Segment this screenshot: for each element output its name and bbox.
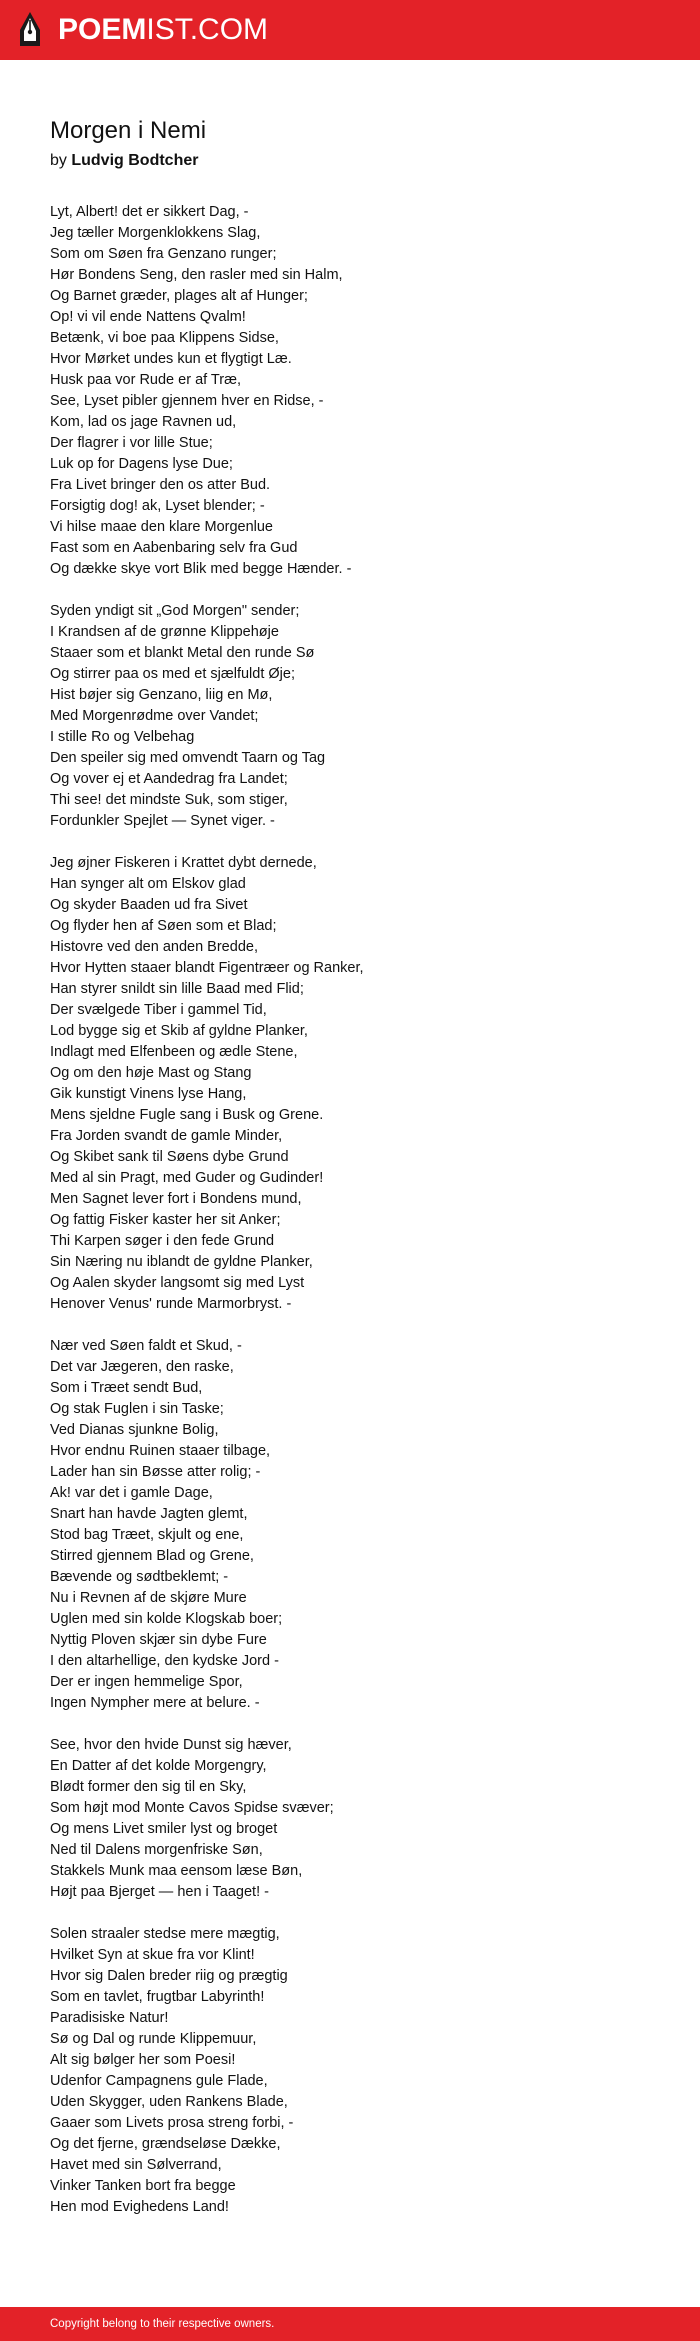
poem-line: Med al sin Pragt, med Guder og Gudinder!: [50, 1170, 324, 1186]
poem-line: Hvor Hytten staaer blandt Figentræer og Ranker,: [50, 960, 364, 976]
poem-line: Nu i Revnen af de skjøre Mure: [50, 1590, 247, 1606]
poem-line: Og flyder hen af Søen som et Blad;: [50, 918, 277, 934]
poem-line: Lader han sin Bøsse atter rolig; -: [50, 1464, 261, 1480]
poem-line: Thi Karpen søger i den fede Grund: [50, 1233, 275, 1249]
poem-line: Der er ingen hemmelige Spor,: [50, 1674, 243, 1690]
poem-line: Nyttig Ploven skjær sin dybe Fure: [50, 1632, 267, 1648]
poem-line: Han synger alt om Elskov glad: [50, 876, 246, 892]
poem-line: Og fattig Fisker kaster her sit Anker;: [50, 1212, 281, 1228]
poem-line: Stod bag Træet, skjult og ene,: [50, 1527, 244, 1543]
poem-line: I stille Ro og Velbehag: [50, 729, 195, 745]
poem-line: Stirred gjennem Blad og Grene,: [50, 1548, 254, 1564]
poem-line: See, Lyset pibler gjennem hver en Ridse, -: [50, 393, 324, 409]
poem-line: Ved Dianas sjunkne Bolig,: [50, 1422, 219, 1438]
poem-line: Vi hilse maae den klare Morgenlue: [50, 519, 274, 535]
poem-line: Ingen Nympher mere at belure. -: [50, 1695, 260, 1711]
poem-stanza: [50, 1924, 670, 2218]
poem-line: Gaaer som Livets prosa streng forbi, -: [50, 2115, 294, 2131]
poem-line: Husk paa vor Rude er af Træ,: [50, 372, 241, 388]
site-footer: [0, 2307, 700, 2341]
poem-line: Op! vi vil ende Nattens Qvalm!: [50, 309, 246, 325]
byline: [50, 150, 670, 172]
site-logo[interactable]: [16, 10, 268, 50]
poem-line: Lod bygge sig et Skib af gyldne Planker,: [50, 1023, 308, 1039]
poem-title: Morgen i Nemi: [50, 117, 207, 144]
poem-line: Der flagrer i vor lille Stue;: [50, 435, 213, 451]
poem-line: Staaer som et blankt Metal den runde Sø: [50, 645, 315, 661]
poem-line: Og mens Livet smiler lyst og broget: [50, 1821, 278, 1837]
poem-line: Hvilket Syn at skue fra vor Klint!: [50, 1947, 255, 1963]
poem-line: Og Aalen skyder langsomt sig med Lyst: [50, 1275, 305, 1291]
poem-line: Fra Livet bringer den os atter Bud.: [50, 477, 271, 493]
poem-line: En Datter af det kolde Morgengry,: [50, 1758, 267, 1774]
logo-text: [58, 10, 268, 50]
poem-line: Lyt, Albert! det er sikkert Dag, -: [50, 204, 249, 220]
poem-line: Histovre ved den anden Bredde,: [50, 939, 258, 955]
poem-line: Alt sig bølger her som Poesi!: [50, 2052, 236, 2068]
poem-line: Hvor Mørket undes kun et flygtigt Læ.: [50, 351, 292, 367]
poem-line: Jeg øjner Fiskeren i Krattet dybt dernede,: [50, 855, 317, 871]
poem-line: Og stak Fuglen i sin Taske;: [50, 1401, 224, 1417]
poem-line: Udenfor Campagnens gule Flade,: [50, 2073, 268, 2089]
poem-line: Hvor endnu Ruinen staaer tilbage,: [50, 1443, 271, 1459]
poem-line: Og vover ej et Aandedrag fra Landet;: [50, 771, 288, 787]
poem-line: Forsigtig dog! ak, Lyset blender; -: [50, 498, 265, 514]
copyright-text: Copyright belong to their respective owners.: [50, 2318, 275, 2330]
poem-line: Han styrer snildt sin lille Baad med Flid;: [50, 981, 304, 997]
logo-text-light: IST.COM: [146, 13, 269, 46]
poem-line: Thi see! det mindste Suk, som stiger,: [50, 792, 288, 808]
poem-line: Sø og Dal og runde Klippemuur,: [50, 2031, 257, 2047]
poem-line: Som i Træet sendt Bud,: [50, 1380, 203, 1396]
poem-line: Som en tavlet, frugtbar Labyrinth!: [50, 1989, 265, 2005]
poem-line: Ned til Dalens morgenfriske Søn,: [50, 1842, 263, 1858]
poem-line: Uglen med sin kolde Klogskab boer;: [50, 1611, 283, 1627]
poem-stanza: [50, 1735, 670, 1903]
poem-line: Og det fjerne, grændseløse Dække,: [50, 2136, 281, 2152]
poem-line: Luk op for Dagens lyse Due;: [50, 456, 233, 472]
poem-stanza: [50, 1336, 670, 1714]
poem-stanza: [50, 601, 670, 832]
poem-line: Havet med sin Sølverrand,: [50, 2157, 222, 2173]
poem-line: Ak! var det i gamle Dage,: [50, 1485, 213, 1501]
poem-line: Men Sagnet lever fort i Bondens mund,: [50, 1191, 302, 1207]
poem-line: Betænk, vi boe paa Klippens Sidse,: [50, 330, 279, 346]
poem-line: Uden Skygger, uden Rankens Blade,: [50, 2094, 288, 2110]
poem-line: Det var Jægeren, den raske,: [50, 1359, 234, 1375]
poem-line: Snart han havde Jagten glemt,: [50, 1506, 248, 1522]
poem-line: Solen straaler stedse mere mægtig,: [50, 1926, 280, 1942]
poem-line: Og Barnet græder, plages alt af Hunger;: [50, 288, 308, 304]
poem-line: Sin Næring nu iblandt de gyldne Planker,: [50, 1254, 313, 1270]
poem-line: Som højt mod Monte Cavos Spidse svæver;: [50, 1800, 334, 1816]
by-label: by: [50, 152, 67, 169]
poem-line: Vinker Tanken bort fra begge: [50, 2178, 236, 2194]
poem-line: Fordunkler Spejlet — Synet viger. -: [50, 813, 275, 829]
poem-line: Henover Venus' runde Marmorbryst. -: [50, 1296, 292, 1312]
poem-line: Blødt former den sig til en Sky,: [50, 1779, 247, 1795]
author-link[interactable]: Ludvig Bodtcher: [71, 152, 199, 169]
poem-line: Den speiler sig med omvendt Taarn og Tag: [50, 750, 326, 766]
poem-line: Og skyder Baaden ud fra Sivet: [50, 897, 248, 913]
logo-text-bold: POEM: [58, 13, 147, 46]
poem-line: Jeg tæller Morgenklokkens Slag,: [50, 225, 261, 241]
poem-body: [50, 202, 670, 2218]
poem-line: I den altarhellige, den kydske Jord -: [50, 1653, 279, 1669]
poem-line: Indlagt med Elfenbeen og ædle Stene,: [50, 1044, 298, 1060]
poem-line: Og stirrer paa os med et sjælfuldt Øje;: [50, 666, 295, 682]
poem-line: Hør Bondens Seng, den rasler med sin Halm,: [50, 267, 343, 283]
poem-line: Og dække skye vort Blik med begge Hænder. -: [50, 561, 352, 577]
poem-line: Som om Søen fra Genzano runger;: [50, 246, 277, 262]
poem-line: Højt paa Bjerget — hen i Taaget! -: [50, 1884, 269, 1900]
poem-stanza: [50, 202, 670, 580]
poem-line: Paradisiske Natur!: [50, 2010, 169, 2026]
poem-line: I Krandsen af de grønne Klippehøje: [50, 624, 279, 640]
poem-stanza: [50, 853, 670, 1315]
poem-content: [50, 116, 670, 2239]
poem-line: Hvor sig Dalen breder riig og prægtig: [50, 1968, 288, 1984]
poem-line: Bævende og sødtbeklemt; -: [50, 1569, 229, 1585]
pen-nib-icon: [16, 10, 44, 50]
poem-line: Fra Jorden svandt de gamle Minder,: [50, 1128, 283, 1144]
poem-line: Syden yndigt sit „God Morgen" sender;: [50, 603, 300, 619]
poem-line: Gik kunstigt Vinens lyse Hang,: [50, 1086, 247, 1102]
poem-line: Hist bøjer sig Genzano, liig en Mø,: [50, 687, 273, 703]
poem-line: Og om den høje Mast og Stang: [50, 1065, 252, 1081]
poem-line: Der svælgede Tiber i gammel Tid,: [50, 1002, 267, 1018]
poem-line: Fast som en Aabenbaring selv fra Gud: [50, 540, 298, 556]
site-header: [0, 0, 700, 60]
poem-line: Nær ved Søen faldt et Skud, -: [50, 1338, 242, 1354]
poem-line: Kom, lad os jage Ravnen ud,: [50, 414, 237, 430]
poem-line: Mens sjeldne Fugle sang i Busk og Grene.: [50, 1107, 324, 1123]
poem-line: Med Morgenrødme over Vandet;: [50, 708, 259, 724]
poem-line: Stakkels Munk maa eensom læse Bøn,: [50, 1863, 303, 1879]
poem-line: Hen mod Evighedens Land!: [50, 2199, 229, 2215]
poem-line: Og Skibet sank til Søens dybe Grund: [50, 1149, 289, 1165]
poem-line: See, hvor den hvide Dunst sig hæver,: [50, 1737, 292, 1753]
